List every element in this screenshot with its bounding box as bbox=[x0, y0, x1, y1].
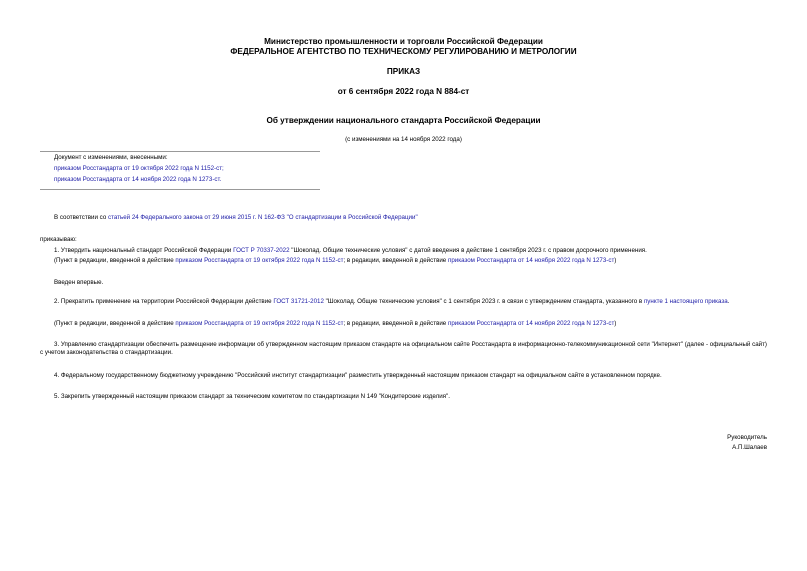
basis-paragraph bbox=[54, 214, 418, 222]
item-1-reference-link[interactable]: пункте 1 настоящего приказа bbox=[643, 298, 728, 305]
signatory-position: Руководитель bbox=[727, 434, 767, 441]
basis-prefix: В соответствии со bbox=[54, 214, 108, 221]
federal-law-link[interactable]: статьей 24 Федерального закона от 29 июня 2015 г. N 162-ФЗ "О стандартизации в Российской Федерации" bbox=[107, 214, 418, 221]
edit-link-1152[interactable]: приказом Росстандарта от 19 октября 2022 года N 1152-ст bbox=[175, 257, 344, 264]
edit-link-1273[interactable]: приказом Росстандарта от 14 ноября 2022 года N 1273-ст bbox=[447, 320, 615, 327]
item-5: 5. Закрепить утвержденный настоящим приказом стандарт за техническим комитетом по стандартизации N 149 "Кондитерские изделия". bbox=[54, 393, 450, 400]
edit-note-prefix: (Пункт в редакции, введенной в действие bbox=[54, 257, 176, 264]
revision-note: (с изменениями на 14 ноября 2022 года) bbox=[345, 136, 462, 143]
edit-note-suffix: ) bbox=[614, 320, 617, 327]
gost-r-70337-link[interactable]: ГОСТ Р 70337-2022 bbox=[233, 247, 290, 254]
document-type: ПРИКАЗ bbox=[386, 67, 421, 76]
order-word: приказываю: bbox=[40, 236, 77, 243]
item-4: 4. Федеральному государственному бюджетному учреждению "Российский институт стандартизации" разместить утвержденный настоящим приказом стандарт на официальном сайте в установленном порядке. bbox=[54, 372, 662, 379]
document-title: Об утверждении национального стандарта Российской Федерации bbox=[266, 116, 541, 125]
item-2-prefix: 2. Прекратить применение на территории Российской Федерации действие bbox=[54, 298, 274, 305]
amendments-top-rule bbox=[40, 151, 320, 152]
edit-note-middle: ; в редакции, введенной в действие bbox=[343, 257, 448, 264]
agency-name: ФЕДЕРАЛЬНОЕ АГЕНТСТВО ПО ТЕХНИЧЕСКОМУ РЕГУЛИРОВАНИЮ И МЕТРОЛОГИИ bbox=[230, 47, 577, 56]
item-1 bbox=[54, 247, 647, 255]
amendment-link-1273[interactable]: приказом Росстандарта от 14 ноября 2022 года N 1273-ст. bbox=[54, 176, 222, 183]
item-2-middle: "Шоколад. Общие технические условия" с 1 сентября 2023 г. в связи с утверждением стандарта, указанного в bbox=[323, 298, 644, 305]
amendments-intro: Документ с изменениями, внесенными: bbox=[54, 154, 168, 161]
item-1-prefix: 1. Утвердить национальный стандарт Российской Федерации bbox=[54, 247, 234, 254]
item-2 bbox=[40, 298, 767, 306]
edit-note-middle: ; в редакции, введенной в действие bbox=[343, 320, 448, 327]
item-2-suffix: . bbox=[727, 298, 730, 305]
ministry-name: Министерство промышленности и торговли Российской Федерации bbox=[264, 37, 543, 46]
document-date: от 6 сентября 2022 года N 884-ст bbox=[337, 87, 470, 96]
signatory-name: А.П.Шалаев bbox=[732, 444, 767, 451]
introduced-note: Введен впервые. bbox=[54, 279, 104, 286]
amendments-bottom-rule bbox=[40, 189, 320, 190]
edit-note-prefix: (Пункт в редакции, введенной в действие bbox=[54, 320, 176, 327]
item-3: 3. Управлению стандартизации обеспечить размещение информации об утвержденном настоящим приказом стандарте на официальном сайте Росстандарта в информационно-телекоммуникационной сети "Интернет" (далее - официальный сайт) с учетом законодательства о стандартизации. bbox=[40, 341, 767, 357]
edit-note-suffix: ) bbox=[614, 257, 617, 264]
edit-link-1152[interactable]: приказом Росстандарта от 19 октября 2022 года N 1152-ст bbox=[175, 320, 344, 327]
gost-31721-link[interactable]: ГОСТ 31721-2012 bbox=[273, 298, 324, 305]
item-1-suffix: "Шоколад. Общие технические условия" с датой введения в действие 1 сентября 2023 г. с правом досрочного применения. bbox=[289, 247, 647, 254]
item-2-edit-note bbox=[54, 320, 616, 328]
edit-link-1273[interactable]: приказом Росстандарта от 14 ноября 2022 года N 1273-ст bbox=[447, 257, 615, 264]
item-1-edit-note bbox=[54, 257, 616, 265]
amendment-link-1152[interactable]: приказом Росстандарта от 19 октября 2022 года N 1152-ст; bbox=[54, 165, 224, 172]
